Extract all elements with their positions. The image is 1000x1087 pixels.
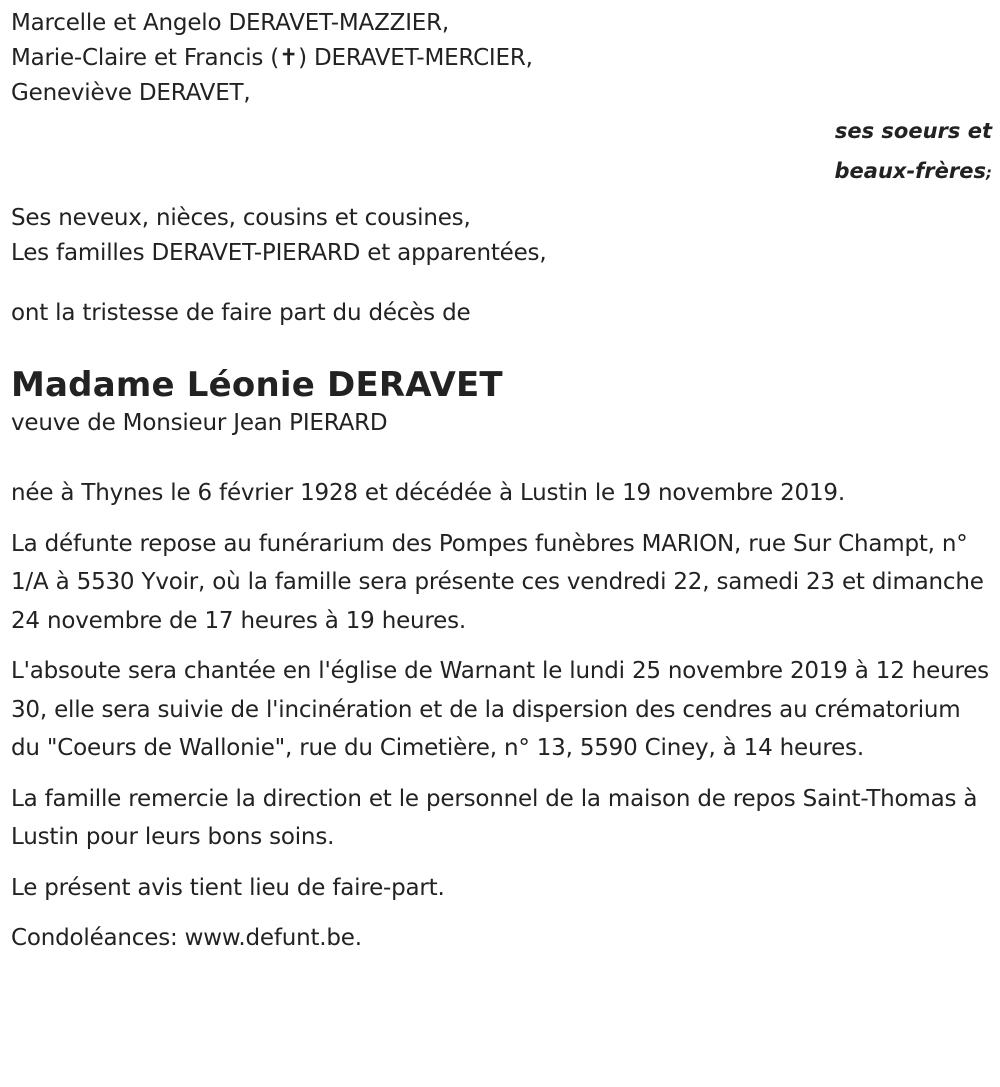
deceased-status: veuve de Monsieur Jean PIERARD	[11, 410, 388, 436]
deceased-name: Madame Léonie DERAVET	[11, 365, 503, 405]
family-line: Marcelle et Angelo DERAVET-MAZZIER,	[11, 10, 449, 36]
relation-line	[11, 151, 992, 193]
ceremony-paragraph: L'absoute sera chantée en l'église de Warnant le lundi 25 novembre 2019 à 12 heures 30, elle sera suivie de l'incinération et de la dispersion des cendres au crématorium du "Coeurs de Wallonie", rue du Cimetière, n° 13, 5590 Ciney, à 14 heures.	[11, 658, 989, 761]
relatives-list	[11, 201, 993, 271]
obituary-notice	[11, 6, 993, 970]
relation-label	[11, 111, 992, 193]
condolences-paragraph: Condoléances: www.defunt.be.	[11, 925, 362, 951]
family-list	[11, 6, 993, 111]
relatives-line: Les familles DERAVET-PIERARD et apparentées,	[11, 240, 547, 266]
relatives-line: Ses neveux, nièces, cousins et cousines,	[11, 205, 471, 231]
relation-punctuation: ;	[986, 164, 992, 182]
announcement-text: ont la tristesse de faire part du décès de	[11, 300, 471, 326]
notice-paragraph: Le présent avis tient lieu de faire-part.	[11, 874, 445, 901]
family-line: Geneviève DERAVET,	[11, 80, 251, 106]
thanks-paragraph: La famille remercie la direction et le personnel de la maison de repos Saint-Thomas à Lustin pour leurs bons soins.	[11, 785, 978, 850]
family-line: Marie-Claire et Francis (✝) DERAVET-MERCIER,	[11, 45, 533, 71]
relation-text: beaux-frères	[834, 159, 986, 183]
notice-body	[11, 474, 993, 958]
birth-death-paragraph: née à Thynes le 6 février 1928 et décédée à Lustin le 19 novembre 2019.	[11, 480, 845, 506]
relation-line: ses soeurs et	[834, 119, 992, 143]
funerarium-paragraph: La défunte repose au funérarium des Pompes funèbres MARION, rue Sur Champt, n° 1/A à 5530 Yvoir, où la famille sera présente ces vendredi 22, samedi 23 et dimanche 24 novembre de 17 heures à 19 heures.	[11, 530, 984, 634]
